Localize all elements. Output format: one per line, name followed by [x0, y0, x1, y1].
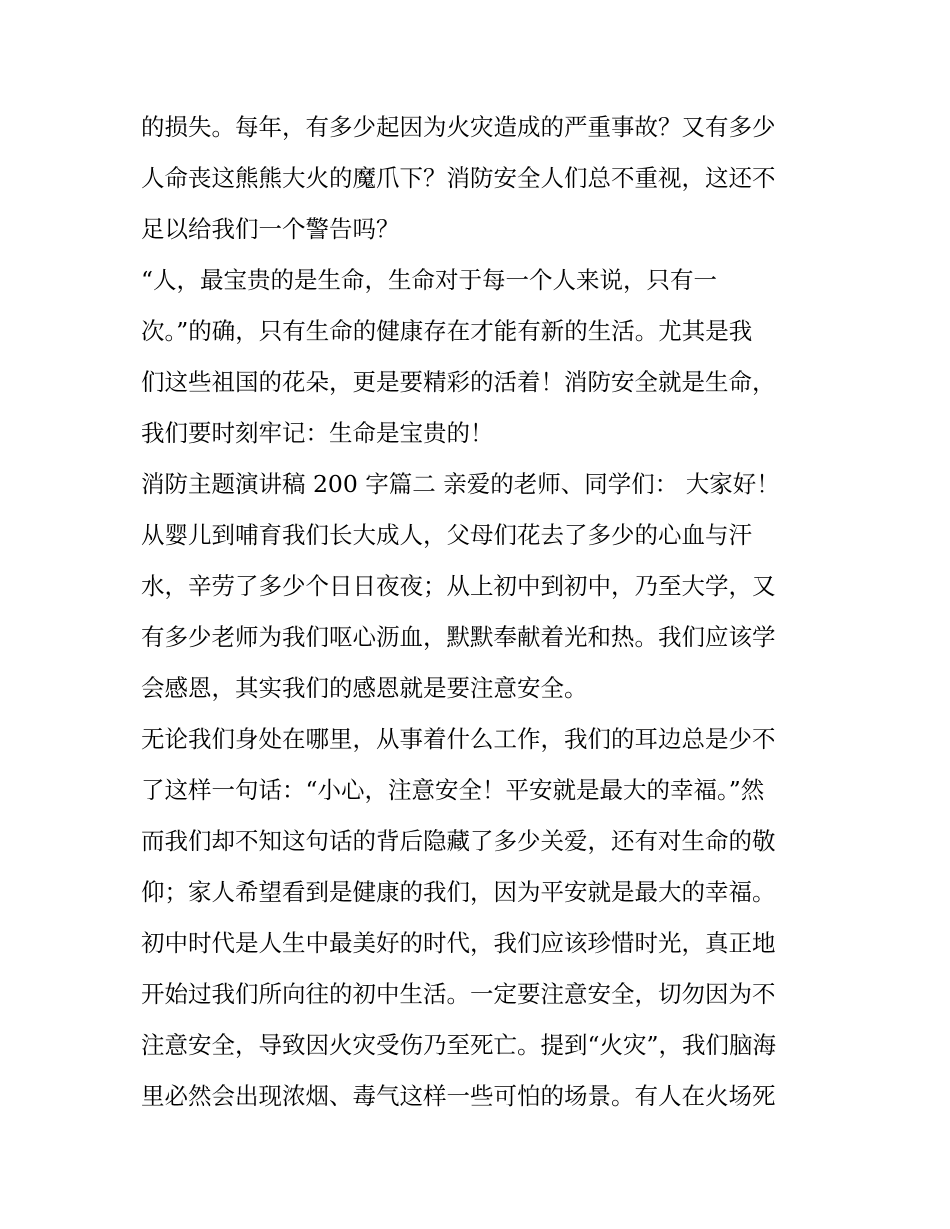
text-line: 水，辛劳了多少个日日夜夜；从上初中到初中，乃至大学，又 [141, 572, 776, 600]
text-line: 足以给我们一个警告吗？ [141, 215, 400, 243]
text-line: 次。”的确，只有生命的健康存在才能有新的生活。尤其是我 [141, 317, 753, 345]
text-line: 有多少老师为我们呕心沥血，默默奉献着光和热。我们应该学 [141, 623, 776, 651]
text-line: 了这样一句话：“小心，注意安全！平安就是最大的幸福。”然 [141, 776, 765, 804]
text-line: “人，最宝贵的是生命，生命对于每一个人来说，只有一 [141, 266, 718, 294]
text-line: 里必然会出现浓烟、毒气这样一些可怕的场景。有人在火场死 [141, 1082, 776, 1110]
text-line: 而我们却不知这句话的背后隐藏了多少关爱，还有对生命的敬 [141, 827, 776, 855]
text-line: 们这些祖国的花朵，更是要精彩的活着！消防安全就是生命， [141, 368, 776, 396]
section-heading-line: 消防主题演讲稿 200 字篇二 亲爱的老师、同学们： 大家好！ [141, 470, 780, 498]
text-line: 开始过我们所向往的初中生活。一定要注意安全，切勿因为不 [141, 980, 776, 1008]
text-line: 的损失。每年，有多少起因为火灾造成的严重事故？又有多少 [141, 113, 776, 141]
text-line: 初中时代是人生中最美好的时代，我们应该珍惜时光，真正地 [141, 929, 776, 957]
text-line: 我们要时刻牢记：生命是宝贵的！ [141, 419, 494, 447]
text-line: 从婴儿到哺育我们长大成人，父母们花去了多少的心血与汗 [141, 521, 752, 549]
text-line: 会感恩，其实我们的感恩就是要注意安全。 [141, 674, 588, 702]
text-line: 注意安全，导致因火灾受伤乃至死亡。提到“火灾”，我们脑海 [141, 1031, 777, 1059]
document-body [141, 102, 813, 1122]
text-line: 人命丧这熊熊大火的魔爪下？消防安全人们总不重视，这还不 [141, 164, 776, 192]
text-line: 仰；家人希望看到是健康的我们，因为平安就是最大的幸福。 [141, 878, 776, 906]
text-line: 无论我们身处在哪里，从事着什么工作，我们的耳边总是少不 [141, 725, 776, 753]
